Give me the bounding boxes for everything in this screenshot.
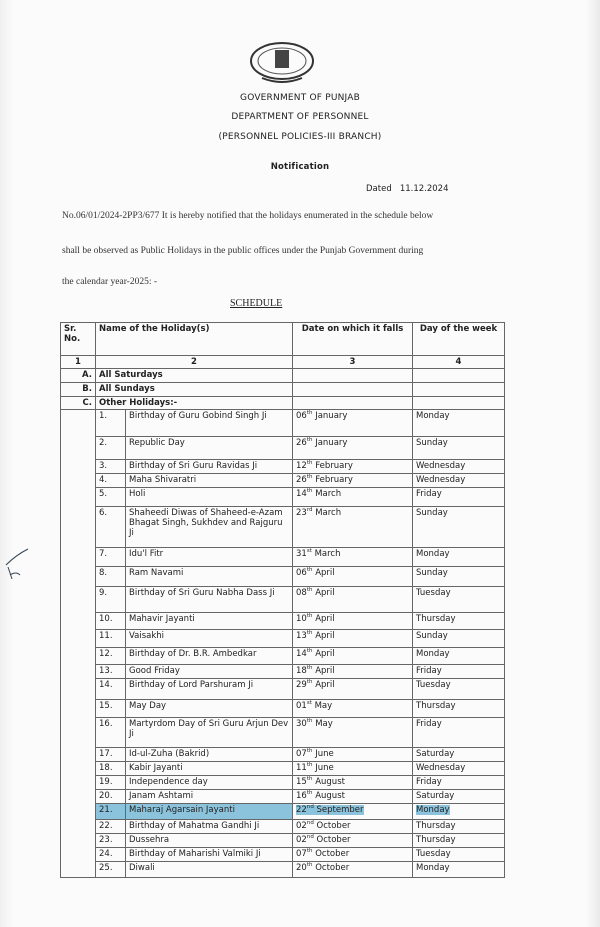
dated: Dated 11.12.2024 bbox=[366, 184, 449, 194]
date-month: January bbox=[315, 438, 348, 448]
date-text bbox=[296, 719, 333, 729]
date-day-number: 23 bbox=[296, 508, 307, 518]
weekday bbox=[413, 679, 505, 700]
col-number: 2 bbox=[96, 356, 293, 369]
table-row bbox=[61, 679, 505, 700]
date-suffix: th bbox=[306, 488, 313, 495]
date-suffix: nd bbox=[306, 804, 314, 811]
holiday-date bbox=[293, 437, 413, 460]
table-row bbox=[61, 567, 505, 587]
date-text bbox=[296, 508, 341, 518]
date-text bbox=[296, 614, 335, 624]
weekday-text: Tuesday bbox=[416, 588, 451, 598]
section-name: All Saturdays bbox=[96, 369, 293, 383]
weekday-text: Sunday bbox=[416, 568, 448, 578]
weekday bbox=[413, 488, 505, 507]
section-row bbox=[61, 383, 505, 397]
date-suffix: th bbox=[306, 648, 313, 655]
body-line-2: shall be observed as Public Holidays in the public offices under the Punjab Government during bbox=[62, 246, 424, 256]
holiday-date bbox=[293, 700, 413, 718]
row-number: 24. bbox=[96, 848, 126, 862]
holiday-name: Maha Shivaratri bbox=[126, 474, 293, 488]
holiday-date bbox=[293, 474, 413, 488]
weekday-text: Friday bbox=[416, 777, 442, 787]
date-text bbox=[296, 749, 334, 759]
row-number: 23. bbox=[96, 834, 126, 848]
date-month: August bbox=[315, 791, 345, 801]
row-number: 12. bbox=[96, 648, 126, 665]
weekday bbox=[413, 718, 505, 748]
date-month: April bbox=[315, 649, 335, 659]
date-suffix: th bbox=[306, 748, 313, 755]
date-day-number: 14 bbox=[296, 489, 307, 499]
weekday-text: Monday bbox=[416, 863, 450, 873]
date-day-number: 29 bbox=[296, 680, 307, 690]
date-month: April bbox=[315, 614, 335, 624]
holiday-date bbox=[293, 679, 413, 700]
date-text bbox=[296, 777, 345, 787]
header-day: Day of the week bbox=[413, 323, 505, 356]
weekday bbox=[413, 848, 505, 862]
date-day-number: 08 bbox=[296, 588, 307, 598]
weekday bbox=[413, 820, 505, 834]
handwritten-mark-icon bbox=[2, 545, 30, 595]
date-day-number: 12 bbox=[296, 461, 307, 471]
date-day-number: 31 bbox=[296, 549, 307, 559]
weekday-text: Saturday bbox=[416, 749, 455, 759]
row-number: 20. bbox=[96, 790, 126, 804]
date-text bbox=[296, 549, 340, 559]
weekday-text: Friday bbox=[416, 719, 442, 729]
date-text bbox=[296, 489, 341, 499]
date-text bbox=[296, 666, 335, 676]
table-row bbox=[61, 762, 505, 776]
department-name: DEPARTMENT OF PERSONNEL bbox=[231, 112, 369, 122]
holiday-name: Id-ul-Zuha (Bakrid) bbox=[126, 748, 293, 762]
row-number: 10. bbox=[96, 613, 126, 630]
date-suffix: nd bbox=[306, 834, 314, 841]
holiday-date bbox=[293, 410, 413, 437]
table-row bbox=[61, 460, 505, 474]
date-month: March bbox=[315, 489, 342, 499]
row-number: 21. bbox=[96, 804, 126, 820]
date-day-number: 14 bbox=[296, 649, 307, 659]
holiday-name: Martyrdom Day of Sri Guru Arjun Dev Ji bbox=[126, 718, 293, 748]
table-row bbox=[61, 488, 505, 507]
date-text bbox=[296, 863, 349, 873]
holiday-date bbox=[293, 848, 413, 862]
weekday bbox=[413, 460, 505, 474]
date-suffix: th bbox=[306, 776, 313, 783]
date-month: April bbox=[315, 666, 335, 676]
date-suffix: th bbox=[306, 679, 313, 686]
date-text bbox=[296, 475, 353, 485]
date-text bbox=[296, 568, 335, 578]
row-number: 16. bbox=[96, 718, 126, 748]
table-row bbox=[61, 410, 505, 437]
weekday bbox=[413, 862, 505, 878]
holiday-date bbox=[293, 718, 413, 748]
body-line-1: No.06/01/2024-2PP3/677 It is hereby notified that the holidays enumerated in the schedule below bbox=[62, 211, 434, 221]
holiday-date bbox=[293, 567, 413, 587]
holiday-name: Birthday of Maharishi Valmiki Ji bbox=[126, 848, 293, 862]
holiday-name: Mahavir Jayanti bbox=[126, 613, 293, 630]
weekday bbox=[413, 587, 505, 613]
date-month: April bbox=[315, 631, 335, 641]
notification-title: Notification bbox=[270, 162, 330, 172]
date-suffix: th bbox=[306, 665, 313, 672]
holiday-name: Vaisakhi bbox=[126, 630, 293, 648]
section-name: Other Holidays:- bbox=[96, 397, 293, 410]
holiday-name: Birthday of Lord Parshuram Ji bbox=[126, 679, 293, 700]
date-month: October bbox=[316, 835, 351, 845]
holiday-date bbox=[293, 507, 413, 548]
date-day-number: 11 bbox=[296, 763, 307, 773]
date-day-number: 02 bbox=[296, 821, 307, 831]
date-text bbox=[296, 680, 335, 690]
section-row bbox=[61, 397, 505, 410]
weekday-text: Wednesday bbox=[416, 461, 466, 471]
holiday-date bbox=[293, 460, 413, 474]
date-month: January bbox=[315, 411, 348, 421]
date-month: February bbox=[315, 461, 353, 471]
table-row bbox=[61, 776, 505, 790]
date-text bbox=[296, 763, 334, 773]
holiday-name: Kabir Jayanti bbox=[126, 762, 293, 776]
date-month: August bbox=[315, 777, 345, 787]
holiday-name: Shaheedi Diwas of Shaheed-e-Azam Bhagat Singh, Sukhdev and Rajguru Ji bbox=[126, 507, 293, 548]
table-row bbox=[61, 700, 505, 718]
row-number: 17. bbox=[96, 748, 126, 762]
holiday-date bbox=[293, 648, 413, 665]
table-row bbox=[61, 507, 505, 548]
empty-cell bbox=[293, 397, 413, 410]
holiday-name: Holi bbox=[126, 488, 293, 507]
holiday-name: Idu'l Fitr bbox=[126, 548, 293, 567]
holiday-name: Birthday of Dr. B.R. Ambedkar bbox=[126, 648, 293, 665]
table-row bbox=[61, 718, 505, 748]
row-number: 7. bbox=[96, 548, 126, 567]
date-day-number: 06 bbox=[296, 568, 307, 578]
header-date: Date on which it falls bbox=[293, 323, 413, 356]
date-suffix: th bbox=[306, 460, 313, 467]
weekday bbox=[413, 410, 505, 437]
date-suffix: st bbox=[306, 548, 312, 555]
empty-cell bbox=[293, 383, 413, 397]
date-text bbox=[296, 631, 335, 641]
section-row bbox=[61, 369, 505, 383]
holiday-name: Diwali bbox=[126, 862, 293, 878]
date-text bbox=[296, 849, 349, 859]
holiday-name: Janam Ashtami bbox=[126, 790, 293, 804]
holiday-name: Birthday of Sri Guru Ravidas Ji bbox=[126, 460, 293, 474]
row-number: 11. bbox=[96, 630, 126, 648]
section-name: All Sundays bbox=[96, 383, 293, 397]
table-row bbox=[61, 862, 505, 878]
date-suffix: th bbox=[306, 762, 313, 769]
row-number: 19. bbox=[96, 776, 126, 790]
date-month: May bbox=[315, 719, 333, 729]
date-text bbox=[296, 805, 364, 815]
section-label: C. bbox=[61, 397, 96, 410]
row-number: 9. bbox=[96, 587, 126, 613]
holiday-date bbox=[293, 488, 413, 507]
row-number: 6. bbox=[96, 507, 126, 548]
table-row bbox=[61, 848, 505, 862]
date-suffix: th bbox=[306, 848, 313, 855]
empty-cell bbox=[293, 369, 413, 383]
table-row bbox=[61, 834, 505, 848]
table-row bbox=[61, 474, 505, 488]
weekday-text: Friday bbox=[416, 666, 442, 676]
date-suffix: th bbox=[306, 718, 313, 725]
weekday bbox=[413, 567, 505, 587]
row-number: 1. bbox=[96, 410, 126, 437]
weekday-text: Sunday bbox=[416, 631, 448, 641]
row-number: 13. bbox=[96, 665, 126, 679]
date-suffix: th bbox=[306, 410, 313, 417]
holiday-date bbox=[293, 630, 413, 648]
date-month: October bbox=[316, 821, 351, 831]
col-number: 3 bbox=[293, 356, 413, 369]
weekday bbox=[413, 834, 505, 848]
date-day-number: 07 bbox=[296, 749, 307, 759]
weekday-text: Friday bbox=[416, 489, 442, 499]
table-row bbox=[61, 613, 505, 630]
weekday bbox=[413, 762, 505, 776]
date-month: March bbox=[314, 549, 341, 559]
date-suffix: st bbox=[306, 700, 312, 707]
date-suffix: rd bbox=[306, 507, 313, 514]
table-row bbox=[61, 804, 505, 820]
weekday bbox=[413, 776, 505, 790]
weekday-text: Monday bbox=[416, 805, 450, 815]
header-name: Name of the Holiday(s) bbox=[96, 323, 293, 356]
weekday bbox=[413, 748, 505, 762]
date-text bbox=[296, 821, 351, 831]
holiday-name: Maharaj Agarsain Jayanti bbox=[126, 804, 293, 820]
date-suffix: th bbox=[306, 862, 313, 869]
weekday bbox=[413, 613, 505, 630]
weekday-text: Thursday bbox=[416, 614, 456, 624]
weekday bbox=[413, 648, 505, 665]
holiday-date bbox=[293, 748, 413, 762]
holiday-date bbox=[293, 790, 413, 804]
date-month: April bbox=[315, 588, 335, 598]
holiday-date bbox=[293, 665, 413, 679]
date-day-number: 07 bbox=[296, 849, 307, 859]
weekday-text: Thursday bbox=[416, 701, 456, 711]
column-number-row bbox=[61, 356, 505, 369]
empty-cell bbox=[413, 397, 505, 410]
holiday-name: Birthday of Mahatma Gandhi Ji bbox=[126, 820, 293, 834]
date-month: June bbox=[315, 749, 334, 759]
holiday-name: Good Friday bbox=[126, 665, 293, 679]
date-day-number: 20 bbox=[296, 863, 307, 873]
weekday-text: Monday bbox=[416, 649, 450, 659]
col-number: 1 bbox=[61, 356, 96, 369]
holiday-schedule-table bbox=[60, 322, 505, 878]
weekday-text: Monday bbox=[416, 549, 450, 559]
weekday bbox=[413, 437, 505, 460]
date-text bbox=[296, 461, 353, 471]
weekday bbox=[413, 507, 505, 548]
date-day-number: 22 bbox=[296, 805, 307, 815]
date-day-number: 26 bbox=[296, 438, 307, 448]
section-label: B. bbox=[61, 383, 96, 397]
date-day-number: 10 bbox=[296, 614, 307, 624]
col-number: 4 bbox=[413, 356, 505, 369]
header-sr-no: Sr. No. bbox=[61, 323, 96, 356]
holiday-name: Independence day bbox=[126, 776, 293, 790]
weekday bbox=[413, 474, 505, 488]
row-number: 25. bbox=[96, 862, 126, 878]
row-number: 5. bbox=[96, 488, 126, 507]
weekday-text: Monday bbox=[416, 411, 450, 421]
table-row bbox=[61, 790, 505, 804]
date-month: April bbox=[315, 680, 335, 690]
holiday-name: Ram Navami bbox=[126, 567, 293, 587]
weekday-text: Thursday bbox=[416, 835, 456, 845]
holiday-name: Birthday of Sri Guru Nabha Dass Ji bbox=[126, 587, 293, 613]
weekday-text: Saturday bbox=[416, 791, 455, 801]
body-line-3: the calendar year-2025: - bbox=[62, 277, 158, 287]
holiday-date bbox=[293, 548, 413, 567]
empty-cell bbox=[413, 383, 505, 397]
weekday bbox=[413, 630, 505, 648]
date-suffix: th bbox=[306, 630, 313, 637]
holiday-date bbox=[293, 804, 413, 820]
date-text bbox=[296, 701, 332, 711]
date-suffix: th bbox=[306, 437, 313, 444]
date-text bbox=[296, 835, 351, 845]
weekday-text: Wednesday bbox=[416, 475, 466, 485]
date-month: June bbox=[315, 763, 334, 773]
holiday-date bbox=[293, 587, 413, 613]
government-emblem-icon bbox=[248, 40, 316, 86]
weekday bbox=[413, 790, 505, 804]
holiday-name: Republic Day bbox=[126, 437, 293, 460]
holiday-date bbox=[293, 862, 413, 878]
date-suffix: th bbox=[306, 790, 313, 797]
table-row bbox=[61, 665, 505, 679]
section-label: A. bbox=[61, 369, 96, 383]
date-day-number: 15 bbox=[296, 777, 307, 787]
date-month: May bbox=[314, 701, 333, 711]
weekday-text: Sunday bbox=[416, 508, 448, 518]
holiday-date bbox=[293, 776, 413, 790]
date-day-number: 26 bbox=[296, 475, 307, 485]
row-number: 2. bbox=[96, 437, 126, 460]
date-month: April bbox=[315, 568, 335, 578]
holiday-date bbox=[293, 613, 413, 630]
date-suffix: th bbox=[306, 567, 313, 574]
date-month: October bbox=[315, 849, 350, 859]
row-number: 15. bbox=[96, 700, 126, 718]
row-number: 22. bbox=[96, 820, 126, 834]
table-row bbox=[61, 630, 505, 648]
empty-cell bbox=[413, 369, 505, 383]
table-row bbox=[61, 748, 505, 762]
date-text bbox=[296, 438, 347, 448]
row-number: 4. bbox=[96, 474, 126, 488]
date-text bbox=[296, 588, 335, 598]
branch-name: (PERSONNEL POLICIES-III BRANCH) bbox=[218, 132, 382, 142]
govt-name: GOVERNMENT OF PUNJAB bbox=[240, 93, 360, 103]
weekday-text: Wednesday bbox=[416, 763, 466, 773]
schedule-title: SCHEDULE bbox=[230, 298, 283, 309]
row-number: 8. bbox=[96, 567, 126, 587]
date-month: September bbox=[316, 805, 364, 815]
date-day-number: 02 bbox=[296, 835, 307, 845]
table-row bbox=[61, 437, 505, 460]
weekday-text: Sunday bbox=[416, 438, 448, 448]
weekday-text: Tuesday bbox=[416, 849, 451, 859]
empty-sr-column bbox=[61, 410, 96, 878]
row-number: 18. bbox=[96, 762, 126, 776]
weekday bbox=[413, 548, 505, 567]
date-month: March bbox=[315, 508, 342, 518]
date-day-number: 06 bbox=[296, 411, 307, 421]
weekday bbox=[413, 804, 505, 820]
table-row bbox=[61, 548, 505, 567]
date-day-number: 30 bbox=[296, 719, 307, 729]
date-text bbox=[296, 411, 347, 421]
date-suffix: th bbox=[306, 474, 313, 481]
date-text bbox=[296, 791, 345, 801]
date-day-number: 13 bbox=[296, 631, 307, 641]
holiday-name: Dussehra bbox=[126, 834, 293, 848]
date-day-number: 18 bbox=[296, 666, 307, 676]
weekday-text: Thursday bbox=[416, 821, 456, 831]
holiday-name: May Day bbox=[126, 700, 293, 718]
holiday-date bbox=[293, 762, 413, 776]
date-suffix: nd bbox=[306, 820, 314, 827]
row-number: 3. bbox=[96, 460, 126, 474]
date-month: October bbox=[315, 863, 350, 873]
date-suffix: th bbox=[306, 587, 313, 594]
header-row bbox=[61, 323, 505, 356]
date-day-number: 01 bbox=[296, 701, 307, 711]
row-number: 14. bbox=[96, 679, 126, 700]
date-month: February bbox=[315, 475, 353, 485]
weekday-text: Tuesday bbox=[416, 680, 451, 690]
date-day-number: 16 bbox=[296, 791, 307, 801]
weekday bbox=[413, 700, 505, 718]
date-suffix: th bbox=[306, 613, 313, 620]
table-row bbox=[61, 648, 505, 665]
holiday-date bbox=[293, 820, 413, 834]
table-row bbox=[61, 587, 505, 613]
weekday bbox=[413, 665, 505, 679]
holiday-date bbox=[293, 834, 413, 848]
table-row bbox=[61, 820, 505, 834]
holiday-name: Birthday of Guru Gobind Singh Ji bbox=[126, 410, 293, 437]
date-text bbox=[296, 649, 335, 659]
